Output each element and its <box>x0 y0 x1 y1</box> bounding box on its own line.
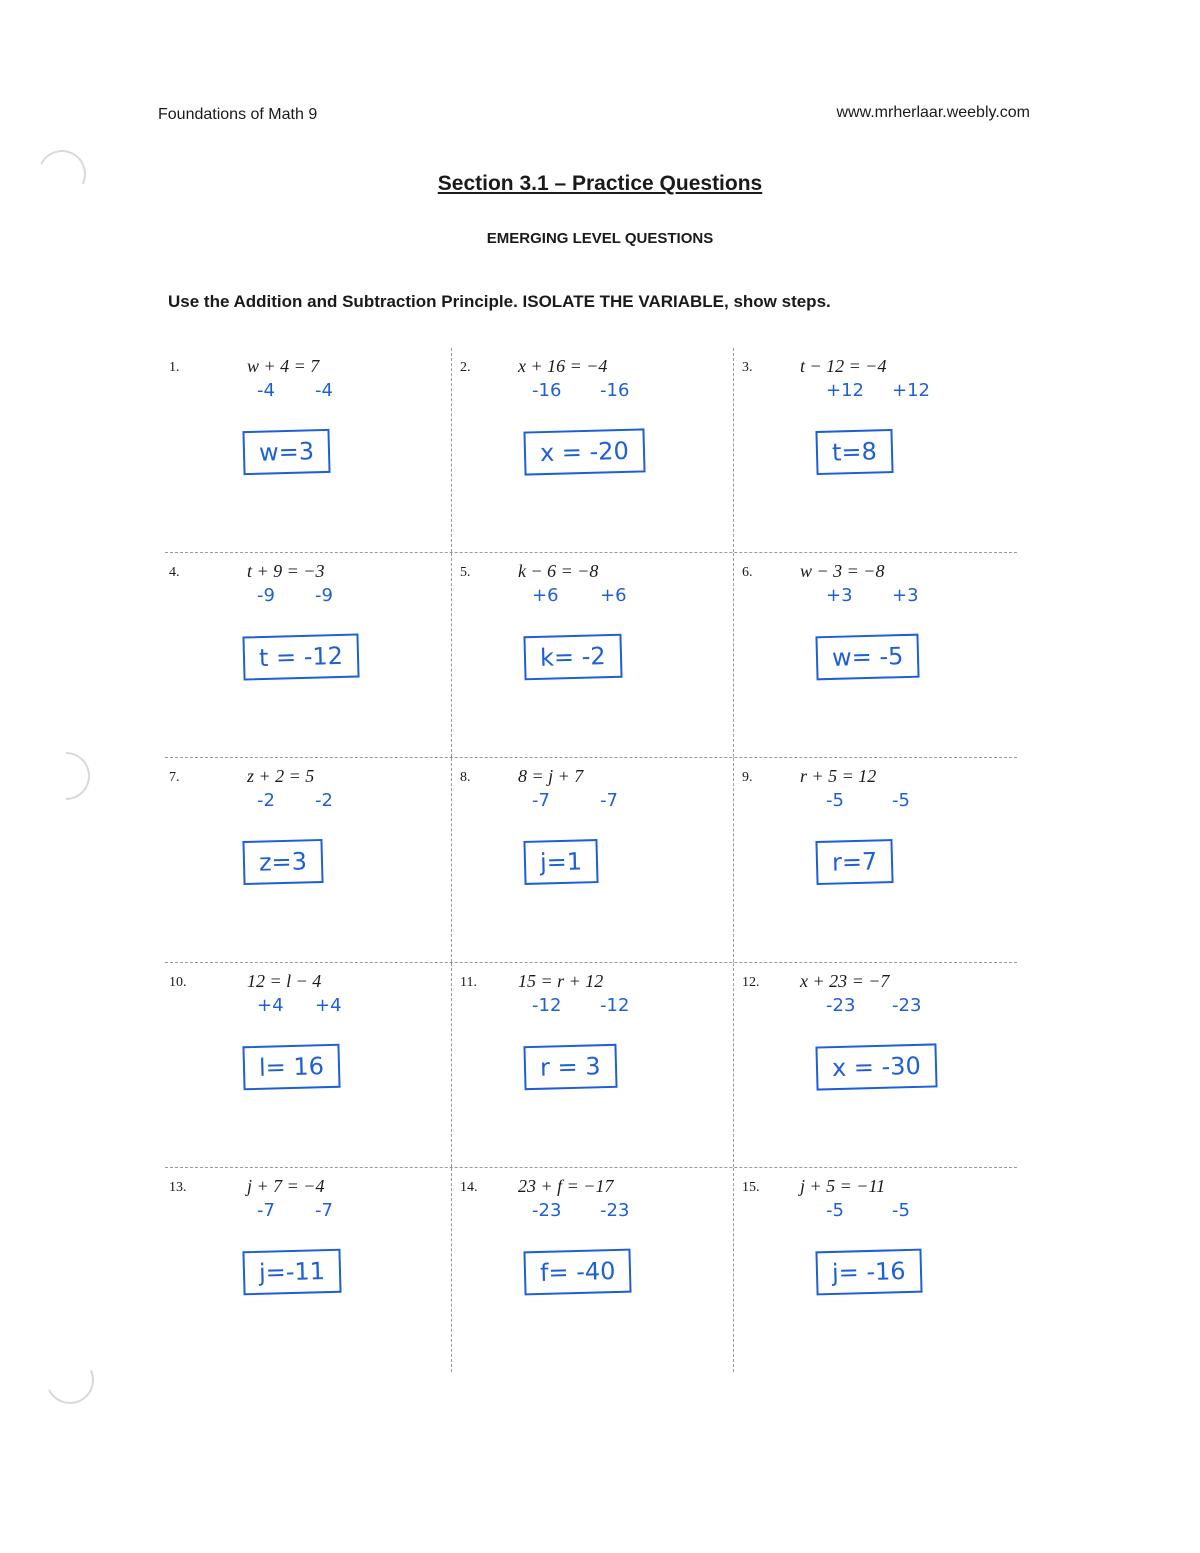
question-equation: j + 5 = −11 <box>800 1176 886 1196</box>
boxed-answer: w= -5 <box>815 634 919 681</box>
boxed-answer: r=7 <box>815 839 893 885</box>
question-number: 9. <box>742 770 753 785</box>
work-step-right: +4 <box>315 995 342 1016</box>
work-step-left: +12 <box>826 380 864 401</box>
work-step-left: -9 <box>257 585 275 606</box>
work-step-right: -9 <box>315 585 333 606</box>
boxed-answer: f= -40 <box>523 1249 632 1296</box>
question-number: 2. <box>460 360 471 375</box>
question-row <box>165 348 1017 552</box>
question-cell <box>451 963 734 1167</box>
question-cell <box>451 1168 734 1372</box>
question-number: 1. <box>169 360 180 375</box>
boxed-answer: z=3 <box>242 839 323 885</box>
boxed-answer: k= -2 <box>523 634 622 681</box>
question-equation: 15 = r + 12 <box>518 971 604 991</box>
work-step-left: -5 <box>826 1200 844 1221</box>
work-step-left: +6 <box>532 585 559 606</box>
question-cell <box>451 553 734 757</box>
boxed-answer: r = 3 <box>523 1044 617 1090</box>
work-step-left: -12 <box>532 995 562 1016</box>
work-step-left: -2 <box>257 790 275 811</box>
boxed-answer: j=1 <box>523 839 598 885</box>
question-row <box>165 757 1017 962</box>
work-step-right: -7 <box>600 790 618 811</box>
question-cell <box>165 348 451 552</box>
work-step-left: -7 <box>257 1200 275 1221</box>
question-number: 10. <box>169 975 187 990</box>
question-equation: t + 9 = −3 <box>247 561 325 581</box>
question-number: 3. <box>742 360 753 375</box>
work-step-right: +3 <box>892 585 919 606</box>
boxed-answer: j=-11 <box>242 1249 341 1296</box>
work-step-right: -2 <box>315 790 333 811</box>
question-equation: z + 2 = 5 <box>247 766 315 786</box>
question-number: 11. <box>460 975 477 990</box>
question-number: 13. <box>169 1180 187 1195</box>
question-cell <box>165 1168 451 1372</box>
question-equation: 23 + f = −17 <box>518 1176 614 1196</box>
work-step-right: -7 <box>315 1200 333 1221</box>
question-cell <box>733 1168 1018 1372</box>
question-row <box>165 552 1017 757</box>
work-step-right: -12 <box>600 995 630 1016</box>
boxed-answer: x = -20 <box>523 428 645 475</box>
question-row <box>165 962 1017 1167</box>
question-equation: k − 6 = −8 <box>518 561 599 581</box>
binder-hole-bottom <box>39 1349 101 1411</box>
question-cell <box>733 553 1018 757</box>
question-cell <box>451 348 734 552</box>
question-cell <box>733 963 1018 1167</box>
boxed-answer: w=3 <box>242 429 330 475</box>
question-cell <box>165 758 451 962</box>
work-step-left: -7 <box>532 790 550 811</box>
work-step-left: -23 <box>532 1200 562 1221</box>
work-step-left: -16 <box>532 380 562 401</box>
question-number: 15. <box>742 1180 760 1195</box>
binder-hole-middle <box>32 742 100 810</box>
work-step-right: -16 <box>600 380 630 401</box>
question-equation: w + 4 = 7 <box>247 356 320 376</box>
question-number: 4. <box>169 565 180 580</box>
question-equation: x + 16 = −4 <box>518 356 608 376</box>
question-number: 14. <box>460 1180 478 1195</box>
course-name: Foundations of Math 9 <box>158 106 318 123</box>
question-number: 5. <box>460 565 471 580</box>
boxed-answer: x = -30 <box>815 1043 937 1090</box>
question-number: 6. <box>742 565 753 580</box>
work-step-right: -23 <box>892 995 922 1016</box>
work-step-left: -5 <box>826 790 844 811</box>
question-cell <box>165 963 451 1167</box>
work-step-right: -4 <box>315 380 333 401</box>
question-equation: t − 12 = −4 <box>800 356 887 376</box>
work-step-left: -4 <box>257 380 275 401</box>
page-subtitle: EMERGING LEVEL QUESTIONS <box>486 230 714 247</box>
question-equation: 8 = j + 7 <box>518 766 584 786</box>
boxed-answer: t=8 <box>815 429 893 475</box>
question-number: 7. <box>169 770 180 785</box>
work-step-right: -5 <box>892 790 910 811</box>
work-step-left: +4 <box>257 995 284 1016</box>
boxed-answer: l= 16 <box>242 1044 340 1091</box>
question-cell <box>733 758 1018 962</box>
question-number: 8. <box>460 770 471 785</box>
boxed-answer: t = -12 <box>242 633 359 680</box>
question-cell <box>451 758 734 962</box>
question-number: 12. <box>742 975 760 990</box>
question-row <box>165 1167 1017 1372</box>
question-cell <box>733 348 1018 552</box>
question-cell <box>165 553 451 757</box>
work-step-left: -23 <box>826 995 856 1016</box>
question-equation: w − 3 = −8 <box>800 561 885 581</box>
question-equation: x + 23 = −7 <box>800 971 890 991</box>
work-step-right: -23 <box>600 1200 630 1221</box>
work-step-right: -5 <box>892 1200 910 1221</box>
work-step-right: +6 <box>600 585 627 606</box>
question-equation: j + 7 = −4 <box>247 1176 325 1196</box>
work-step-left: +3 <box>826 585 853 606</box>
website-url: www.mrherlaar.weebly.com <box>836 104 1030 121</box>
question-equation: 12 = l − 4 <box>247 971 322 991</box>
question-equation: r + 5 = 12 <box>800 766 877 786</box>
question-grid <box>165 348 1017 1372</box>
page-title: Section 3.1 – Practice Questions <box>437 172 763 195</box>
instructions: Use the Addition and Subtraction Principle. ISOLATE THE VARIABLE, show steps. <box>168 292 831 311</box>
boxed-answer: j= -16 <box>815 1249 922 1296</box>
work-step-right: +12 <box>892 380 930 401</box>
